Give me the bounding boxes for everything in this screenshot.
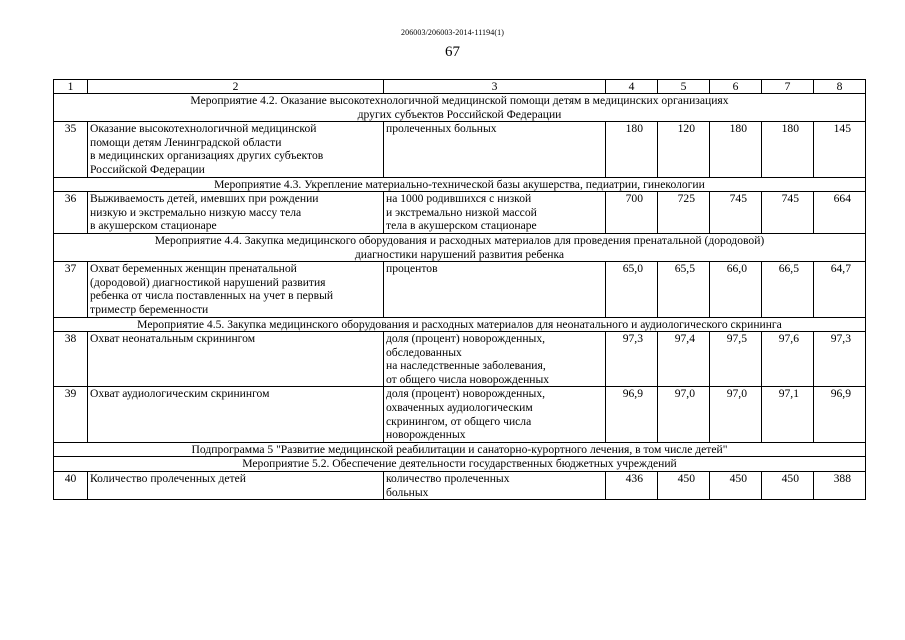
unit-line: от общего числа новорожденных xyxy=(386,372,550,386)
table-row xyxy=(54,387,866,442)
unit-of-measure xyxy=(384,192,606,234)
column-header: 5 xyxy=(658,80,710,94)
row-number: 38 xyxy=(54,332,88,387)
row-number: 37 xyxy=(54,262,88,317)
indicator-name-line: Российской Федерации xyxy=(90,162,205,176)
indicator-name-line: помощи детям Ленинградской области xyxy=(90,135,282,149)
indicator-name xyxy=(88,332,384,387)
column-header: 4 xyxy=(606,80,658,94)
value-v7: 66,5 xyxy=(762,262,814,317)
section-title xyxy=(54,177,866,192)
indicator-name xyxy=(88,262,384,317)
unit-of-measure xyxy=(384,262,606,317)
value-v6: 180 xyxy=(710,122,762,177)
section-title-line: других субъектов Российской Федерации xyxy=(357,107,562,121)
table-row xyxy=(54,472,866,500)
unit-line: доля (процент) новорожденных, xyxy=(386,332,546,346)
unit-line: новорожденных xyxy=(386,428,466,442)
indicator-name-line: триместр беременности xyxy=(90,302,209,316)
value-v8: 97,3 xyxy=(814,332,866,387)
section-title xyxy=(54,317,866,332)
value-v6: 450 xyxy=(710,472,762,500)
column-header: 2 xyxy=(88,80,384,94)
unit-line: доля (процент) новорожденных, xyxy=(386,387,546,401)
unit-line: на 1000 родившихся с низкой xyxy=(386,192,532,206)
row-number: 40 xyxy=(54,472,88,500)
row-number: 36 xyxy=(54,192,88,234)
unit-line: охваченных аудиологическим xyxy=(386,401,533,415)
indicators-table xyxy=(53,79,866,500)
indicator-name-line: в акушерском стационаре xyxy=(90,219,217,233)
indicator-name xyxy=(88,472,384,500)
value-v5: 450 xyxy=(658,472,710,500)
section-row xyxy=(54,442,866,457)
unit-line: и экстремально низкой массой xyxy=(386,205,537,219)
indicator-name-line: Охват аудиологическим скринингом xyxy=(90,387,270,401)
unit-of-measure xyxy=(384,122,606,177)
unit-of-measure xyxy=(384,332,606,387)
unit-line: больных xyxy=(386,485,429,499)
section-title-line: Мероприятие 5.2. Обеспечение деятельности государственных бюджетных учреждений xyxy=(242,457,677,471)
value-v6: 66,0 xyxy=(710,262,762,317)
section-title xyxy=(54,233,866,261)
value-v4: 65,0 xyxy=(606,262,658,317)
value-v8: 96,9 xyxy=(814,387,866,442)
column-header: 8 xyxy=(814,80,866,94)
section-row xyxy=(54,457,866,472)
row-number: 35 xyxy=(54,122,88,177)
indicator-name-line: ребенка от числа поставленных на учет в первый xyxy=(90,289,334,303)
section-title-line: Подпрограмма 5 "Развитие медицинской реабилитации и санаторно-курортного лечения, в том числе детей" xyxy=(191,442,728,456)
row-number: 39 xyxy=(54,387,88,442)
value-v7: 450 xyxy=(762,472,814,500)
unit-line: на наследственные заболевания, xyxy=(386,359,546,373)
table-row xyxy=(54,192,866,234)
value-v5: 725 xyxy=(658,192,710,234)
section-title-line: Мероприятие 4.3. Укрепление материально-технической базы акушерства, педиатрии, гинекологии xyxy=(214,177,705,191)
indicator-name-line: в медицинских организациях других субъектов xyxy=(90,149,324,163)
indicator-name xyxy=(88,387,384,442)
value-v7: 97,6 xyxy=(762,332,814,387)
value-v4: 96,9 xyxy=(606,387,658,442)
section-title-line: Мероприятие 4.5. Закупка медицинского оборудования и расходных материалов для неонатального и аудиологического скрининга xyxy=(137,317,782,331)
section-row xyxy=(54,177,866,192)
unit-line: тела в акушерском стационаре xyxy=(386,219,537,233)
value-v4: 180 xyxy=(606,122,658,177)
column-header: 7 xyxy=(762,80,814,94)
value-v7: 180 xyxy=(762,122,814,177)
value-v4: 700 xyxy=(606,192,658,234)
value-v5: 65,5 xyxy=(658,262,710,317)
value-v5: 97,0 xyxy=(658,387,710,442)
table-row xyxy=(54,262,866,317)
document-id: 206003/206003-2014-11194(1) xyxy=(401,28,504,37)
indicator-name xyxy=(88,122,384,177)
indicator-name-line: Охват неонатальным скринингом xyxy=(90,332,256,346)
indicator-name-line: Выживаемость детей, имевших при рождении xyxy=(90,192,319,206)
indicator-name-line: Охват беременных женщин пренатальной xyxy=(90,262,297,276)
unit-line: процентов xyxy=(386,262,438,276)
column-header: 6 xyxy=(710,80,762,94)
page-number: 67 xyxy=(445,44,460,60)
indicator-name-line: Количество пролеченных детей xyxy=(90,472,246,486)
unit-line: скринингом, от общего числа xyxy=(386,414,532,428)
table-row xyxy=(54,122,866,177)
section-title xyxy=(54,442,866,457)
value-v8: 664 xyxy=(814,192,866,234)
indicator-name-line: низкую и экстремально низкую массу тела xyxy=(90,205,302,219)
value-v4: 97,3 xyxy=(606,332,658,387)
section-row xyxy=(54,94,866,122)
value-v5: 97,4 xyxy=(658,332,710,387)
unit-of-measure xyxy=(384,387,606,442)
section-title xyxy=(54,94,866,122)
indicator-name-line: (дородовой) диагностикой нарушений развития xyxy=(90,275,326,289)
value-v6: 97,0 xyxy=(710,387,762,442)
section-title xyxy=(54,457,866,472)
value-v6: 97,5 xyxy=(710,332,762,387)
section-title-line: Мероприятие 4.4. Закупка медицинского оборудования и расходных материалов для проведения пренатальной (дородовой) xyxy=(154,233,765,247)
indicator-name xyxy=(88,192,384,234)
column-header: 1 xyxy=(54,80,88,94)
section-row xyxy=(54,317,866,332)
value-v6: 745 xyxy=(710,192,762,234)
table-header-row xyxy=(54,80,866,94)
value-v8: 64,7 xyxy=(814,262,866,317)
value-v8: 388 xyxy=(814,472,866,500)
value-v8: 145 xyxy=(814,122,866,177)
value-v4: 436 xyxy=(606,472,658,500)
section-title-line: Мероприятие 4.2. Оказание высокотехнологичной медицинской помощи детям в медицинских организациях xyxy=(190,94,729,107)
column-header: 3 xyxy=(384,80,606,94)
section-title-line: диагностики нарушений развития ребенка xyxy=(354,247,565,261)
section-row xyxy=(54,233,866,261)
value-v7: 745 xyxy=(762,192,814,234)
unit-line: обследованных xyxy=(386,345,462,359)
unit-line: пролеченных больных xyxy=(386,122,497,136)
value-v5: 120 xyxy=(658,122,710,177)
table-row xyxy=(54,332,866,387)
indicator-name-line: Оказание высокотехнологичной медицинской xyxy=(90,122,317,136)
unit-of-measure xyxy=(384,472,606,500)
value-v7: 97,1 xyxy=(762,387,814,442)
unit-line: количество пролеченных xyxy=(386,472,510,486)
